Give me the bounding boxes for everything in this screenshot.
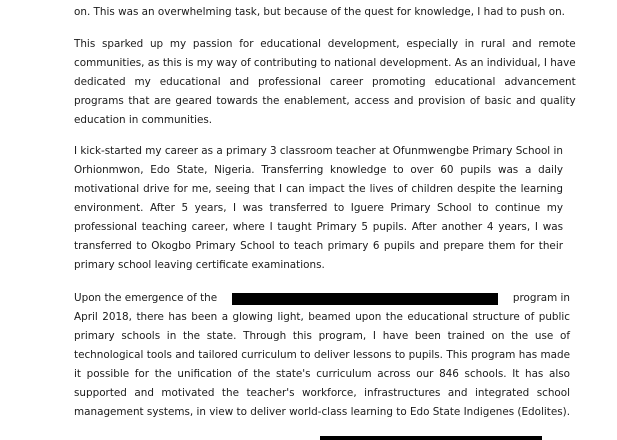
text-line-with-redaction [74, 289, 570, 308]
text-line: communities, as this is my way of contributing to national development. As an individual, I have [74, 57, 576, 69]
text-fragment: Upon the emergence of the [74, 292, 218, 304]
text-line: environment. After 5 years, I was transferred to Iguere Primary School to continue my [74, 202, 563, 214]
text-line: programs that are geared towards the enablement, access and provision of basic and quality [74, 95, 576, 107]
text-line: dedicated my educational and professional career promoting educational advancement [74, 76, 576, 88]
paragraph-career [74, 142, 563, 275]
text-line: Orhionmwon, Edo State, Nigeria. Transferring knowledge to over 60 pupils was a daily [74, 164, 563, 176]
paragraph-passion [74, 35, 576, 130]
text-fragment: program in [512, 292, 571, 304]
text-line: it possible for the unification of the state's curriculum across our 846 schools. It has also [74, 368, 571, 380]
text-line: transferred to Okogbo Primary School to teach primary 6 pupils and prepare them for their [74, 240, 563, 252]
text-line: April 2018, there has been a glowing light, beamed upon the educational structure of public [74, 311, 571, 323]
redaction-bar [232, 293, 498, 305]
text-line: supported and motivated the teacher's workforce, infrastructures and integrated school [74, 387, 571, 399]
text-line: management systems, in view to deliver world-class learning to Edo State Indigenes (Edolites). [74, 406, 571, 418]
text-line: education in communities. [74, 114, 213, 126]
paragraph-program [74, 289, 570, 422]
text-line: technological tools and tailored curriculum to deliver lessons to pupils. This program has made [74, 349, 571, 361]
text-line: on. This was an overwhelming task, but because of the quest for knowledge, I had to push on. [74, 6, 565, 18]
text-line: professional teaching career, where I taught Primary 5 pupils. After another 4 years, I was [74, 221, 563, 233]
text-line: primary school leaving certificate examinations. [74, 259, 325, 271]
text-line: primary schools in the state. Through this program, I have been trained on the use of [74, 330, 571, 342]
text-line: motivational drive for me, seeing that I can impact the lives of children despite the learning [74, 183, 563, 195]
paragraph-intro-end [74, 3, 565, 22]
redaction-bar-bottom [320, 436, 542, 440]
text-line: I kick-started my career as a primary 3 classroom teacher at Ofunmwengbe Primary School in [74, 145, 563, 157]
text-line: This sparked up my passion for educational development, especially in rural and remote [74, 38, 576, 50]
